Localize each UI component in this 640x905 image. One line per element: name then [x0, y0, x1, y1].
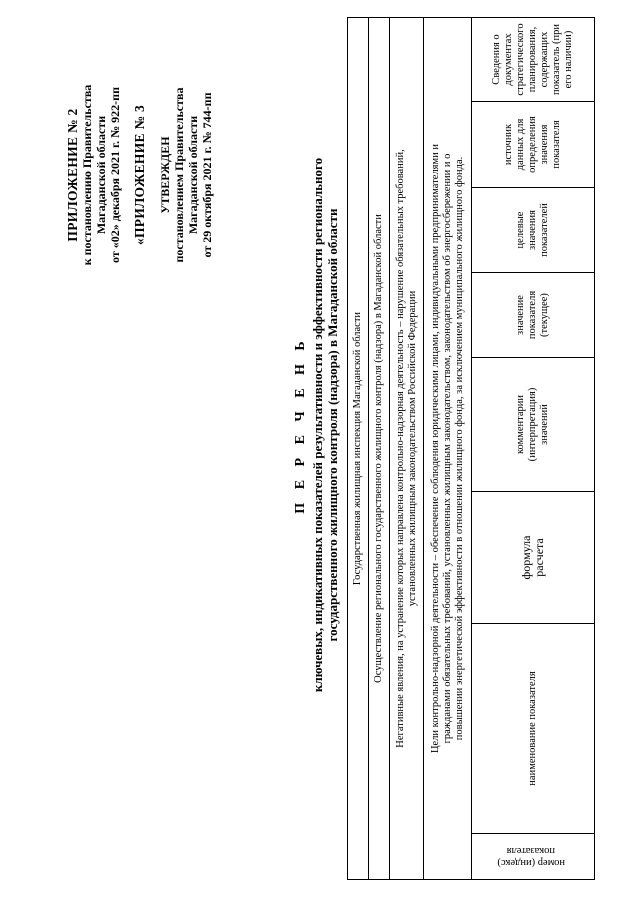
activity-cell: Осуществление регионального государственного жилищного контроля (надзора) в Магаданской области — [369, 18, 390, 880]
appendix-line: к постановлению Правительства — [80, 84, 94, 266]
appendix-block — [66, 60, 214, 290]
header-line: расчета — [532, 538, 546, 577]
appendix-line: от 29 октября 2021 г. № 744-пп — [200, 92, 214, 258]
cell-line: Негативные явления, на устранение которых направлена контрольно-надзорная деятельность – нарушение обязательных требований, — [394, 149, 406, 748]
header-line: значение — [515, 295, 526, 335]
header-line: показатель (при — [551, 24, 562, 95]
header-line: формула — [519, 535, 533, 580]
cell-line: Цели контрольно-надзорной деятельности – обеспечение соблюдения юридическими лицами, индивидуальными предпринимателями и — [429, 143, 441, 754]
heading-title: П Е Р Е Ч Е Н Ь — [293, 336, 308, 514]
appendix-line: Магаданской области — [94, 115, 108, 235]
negative-phenomena-cell — [390, 18, 424, 880]
header-line: планирования, — [527, 26, 538, 93]
cell-line: установленных жилищным законодательством Российской Федерации — [406, 290, 418, 607]
header-line: стратегического — [515, 23, 526, 96]
heading-subtitle-line: государственного жилищного контроля (надзора) в Магаданской области — [325, 208, 340, 642]
appendix-title: ПРИЛОЖЕНИЕ № 2 — [65, 108, 80, 242]
header-line: (текущее) — [539, 293, 550, 337]
column-header-comments — [472, 358, 595, 492]
column-header-target-values — [472, 188, 595, 273]
header-line: значений — [539, 404, 550, 445]
column-header-index-label: номер (индекс) показателя — [497, 845, 565, 869]
header-line: показателя — [527, 290, 538, 340]
header-line: комментарии — [515, 394, 526, 455]
appendix-line: от «02» декабря 2021 г. № 922-пп — [108, 87, 122, 264]
appendix-title-previous: «ПРИЛОЖЕНИЕ № 3 — [132, 104, 147, 246]
header-line: данных для — [515, 118, 526, 171]
header-line: Сведения о — [491, 34, 502, 85]
indicators-table — [347, 17, 595, 880]
heading-subtitle-line: ключевых, индикативных показателей результативности и эффективности регионального — [310, 157, 325, 693]
column-header-formula — [472, 492, 595, 624]
document-heading — [292, 45, 340, 805]
header-line: его наличии) — [563, 30, 574, 89]
column-header-data-source — [472, 102, 595, 188]
header-line: документах — [503, 33, 514, 86]
approved-label: УТВЕРЖДЕН — [158, 136, 172, 214]
agency-cell: Государственная жилищная инспекция Магаданской области — [348, 18, 369, 880]
cell-line: повышении энергетической эффективности в отношении жилищного фонда, за исключением муниципального жилищного фонда. — [453, 156, 465, 741]
header-line: значения — [527, 209, 538, 251]
column-header-current-value — [472, 273, 595, 358]
appendix-line: Магаданской области — [186, 115, 200, 235]
cell-line: гражданами обязательных требований, установленных жилищным законодательством, законодательством об энергосбережении и о — [441, 153, 453, 744]
header-line: источник — [503, 123, 514, 166]
header-line: определения — [527, 116, 538, 173]
header-line: значения — [539, 124, 550, 165]
appendix-line: постановлением Правительства — [172, 87, 186, 263]
goals-cell — [424, 18, 472, 880]
header-line: содержащих — [539, 31, 550, 88]
header-line: показателя — [551, 120, 562, 169]
header-line: (интерпретация) — [527, 387, 538, 462]
column-header-strategic-documents — [472, 18, 595, 102]
column-header-name: наименование показателя — [472, 624, 595, 834]
header-line: целевые — [515, 211, 526, 249]
column-header-index — [472, 834, 595, 880]
header-line: показателей — [539, 203, 550, 257]
